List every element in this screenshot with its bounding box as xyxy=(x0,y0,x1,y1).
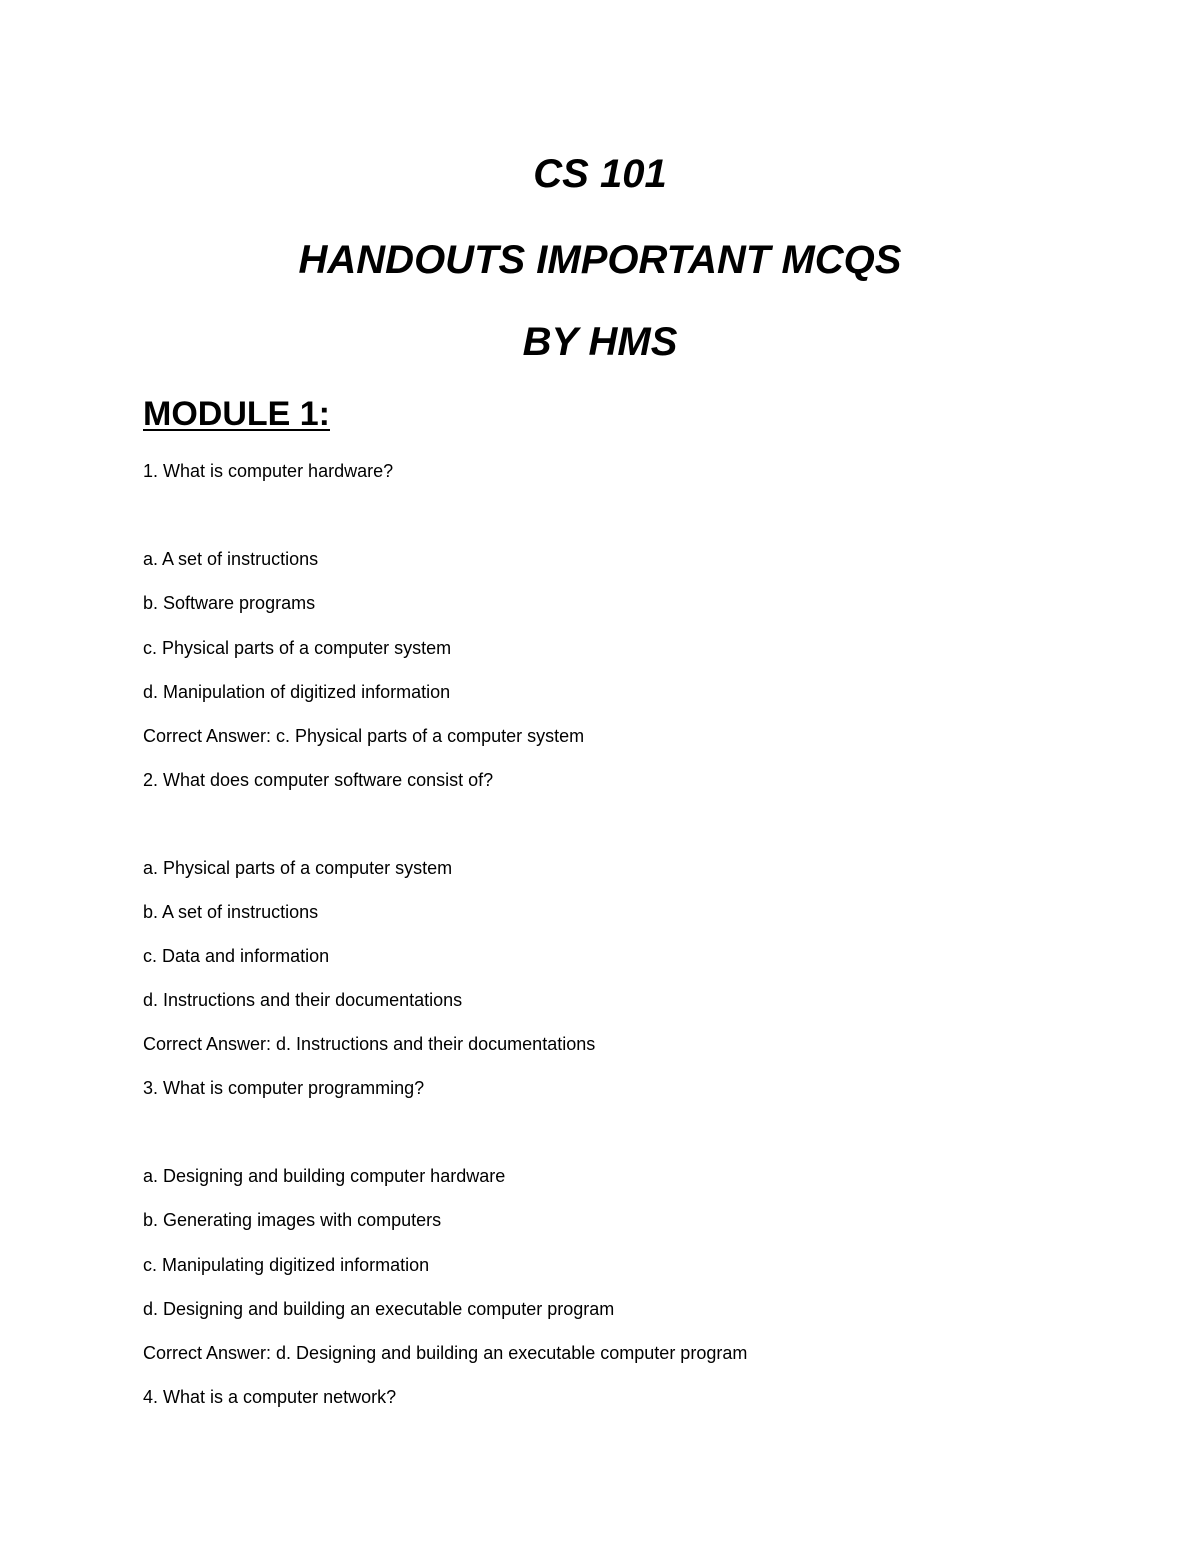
option-b: b. Generating images with computers xyxy=(143,1210,442,1230)
question-text: 3. What is computer programming? xyxy=(143,1078,425,1098)
question-text: 1. What is computer hardware? xyxy=(143,461,394,481)
course-title: CS 101 xyxy=(533,152,667,196)
option-a: a. Designing and building computer hardware xyxy=(143,1166,506,1186)
option-d: d. Manipulation of digitized information xyxy=(143,682,451,702)
option-b: b. Software programs xyxy=(143,593,316,613)
question-text: 4. What is a computer network? xyxy=(143,1387,397,1407)
document-title: HANDOUTS IMPORTANT MCQS xyxy=(298,238,902,282)
option-c: c. Manipulating digitized information xyxy=(143,1255,430,1275)
option-d: d. Designing and building an executable computer program xyxy=(143,1299,615,1319)
author-line: BY HMS xyxy=(522,320,678,364)
option-d: d. Instructions and their documentations xyxy=(143,990,463,1010)
correct-answer: Correct Answer: c. Physical parts of a computer system xyxy=(143,726,585,746)
option-c: c. Data and information xyxy=(143,946,330,966)
question-text: 2. What does computer software consist of? xyxy=(143,770,494,790)
option-c: c. Physical parts of a computer system xyxy=(143,638,452,658)
correct-answer: Correct Answer: d. Designing and building an executable computer program xyxy=(143,1343,748,1363)
option-a: a. Physical parts of a computer system xyxy=(143,858,453,878)
option-b: b. A set of instructions xyxy=(143,902,319,922)
correct-answer: Correct Answer: d. Instructions and their documentations xyxy=(143,1034,596,1054)
option-a: a. A set of instructions xyxy=(143,549,319,569)
module-heading: MODULE 1: xyxy=(143,395,330,433)
